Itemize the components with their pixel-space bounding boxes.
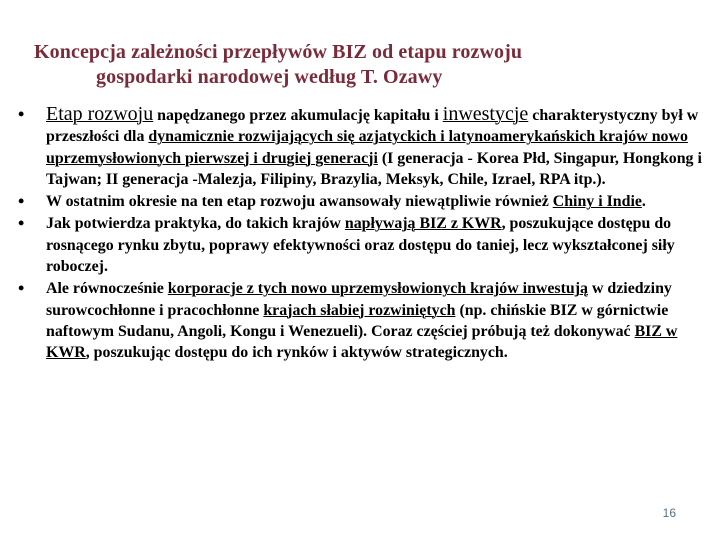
title-line-1: Koncepcja zależności przepływów BIZ od etapu rozwoju — [34, 41, 523, 63]
bullet-1-text-a: napędzanego przez akumulację kapitału i — [153, 107, 443, 124]
bullet-4-text-d: , poszukując dostępu do ich rynków i aktywów strategicznych. — [85, 344, 508, 362]
bullet-4-text-c: (np. chińskie BIZ w górnictwie naftowym Sudanu, Angoli, Kongu i Wenezueli). Coraz częściej próbują też dokonywać — [46, 301, 669, 340]
bullet-4-underlined-a: korporacje z tych nowo uprzemysłowionych krajów inwestują — [167, 280, 588, 298]
bullet-icon: • — [18, 104, 25, 124]
bullet-4-text-a: Ale równocześnie — [46, 280, 168, 298]
bullet-item-1 — [18, 104, 704, 190]
slide-title — [20, 40, 700, 90]
bullet-icon: • — [18, 191, 25, 212]
investment-label: inwestycje — [442, 103, 529, 125]
bullet-icon: • — [18, 213, 25, 234]
bullet-3-underlined: napływają BIZ z KWR — [344, 215, 502, 233]
bullet-4-text-b: w dziedziny surowcochłonne i pracochłonne — [46, 280, 672, 319]
bullet-4-underlined-c: BIZ w KWR — [46, 322, 678, 362]
bullet-item-3 — [18, 213, 704, 277]
title-line-2: gospodarki narodowej według T. Ozawy — [96, 66, 443, 88]
bullet-1-text-c: (I generacja - Korea Płd, Singapur, Hongkong i Tajwan; II generacja -Malezja, Filipiny, Brazylia, Meksyk, Chile, Izrael, RPA itp.). — [46, 149, 702, 188]
bullet-1-underlined-countries: dynamicznie rozwijających się azjatyckich i latynoamerykańskich krajów nowo uprzemysłowionych pierwszej i drugiej generacji — [46, 128, 688, 167]
bullet-2-underlined: Chiny i Indie — [552, 193, 642, 211]
bullet-item-4 — [18, 278, 704, 363]
bullet-3-text-b: , poszukujące dostępu do rosnącego rynku zbytu, poprawy efektywności oraz dostępu do taniej, lecz wykształconej siły roboczej. — [46, 215, 675, 276]
bullet-1-text-b: charakterystyczny był w przeszłości dla — [46, 107, 699, 146]
bullet-2-text-b: . — [641, 193, 646, 211]
bullet-list — [18, 104, 704, 364]
stage-label: Etap rozwoju — [46, 103, 154, 125]
bullet-icon: • — [18, 278, 25, 299]
bullet-item-2 — [18, 191, 704, 212]
bullet-3-text-a: Jak potwierdza praktyka, do takich krajów — [46, 215, 345, 233]
bullet-2-text-a: W ostatnim okresie na ten etap rozwoju awansowały niewątpliwie również — [46, 193, 553, 211]
page-number: 16 — [662, 506, 676, 520]
bullet-4-underlined-b: krajach słabiej rozwiniętych — [263, 301, 456, 319]
